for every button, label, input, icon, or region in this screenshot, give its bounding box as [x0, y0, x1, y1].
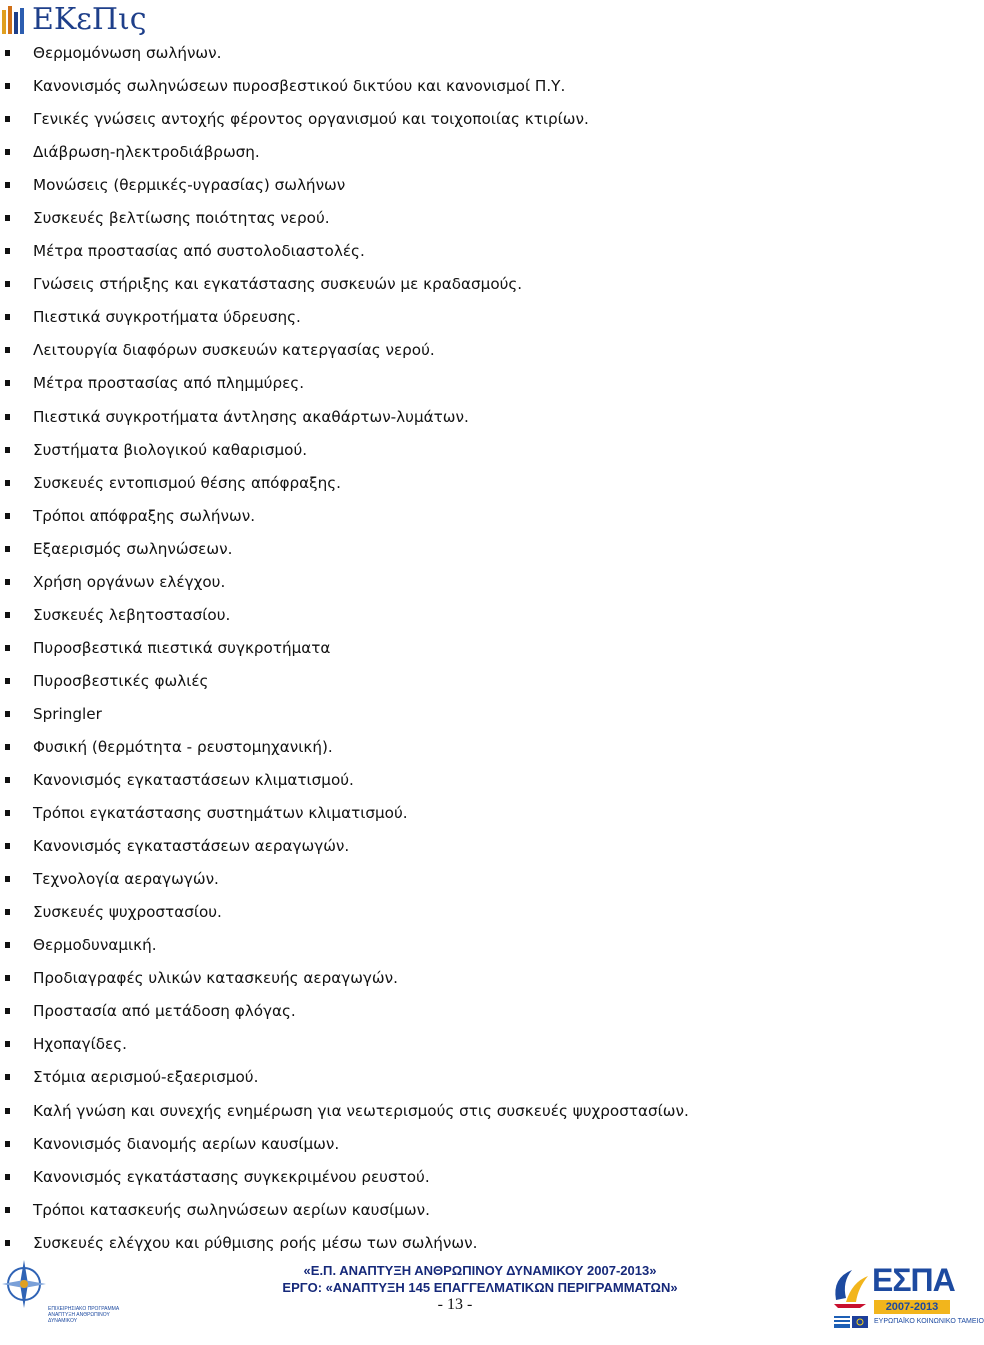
list-item-text: Κανονισμός εγκατάστασης συγκεκριμένου ρευστού. — [33, 1167, 430, 1186]
footer-line-2: ΕΡΓΟ: «ΑΝΑΠΤΥΞΗ 145 ΕΠΑΓΓΕΛΜΑΤΙΚΩΝ ΠΕΡΙΓΡΑΜΜΑΤΩΝ» — [282, 1280, 678, 1295]
bullet-icon — [5, 1174, 10, 1180]
list-item — [0, 235, 900, 268]
list-item — [0, 1028, 900, 1061]
list-item-text: Γενικές γνώσεις αντοχής φέροντος οργανισμού και τοιχοποιίας κτιρίων. — [33, 110, 589, 129]
bullet-icon — [5, 777, 10, 783]
list-item-text: Προδιαγραφές υλικών κατασκευής αεραγωγών. — [33, 969, 398, 988]
list-item-text: Τεχνολογία αεραγωγών. — [33, 870, 219, 889]
bullet-icon — [5, 579, 10, 585]
list-item-text: Θερμοδυναμική. — [33, 936, 157, 955]
list-item — [0, 136, 900, 169]
list-item-text: Μέτρα προστασίας από συστολοδιαστολές. — [33, 242, 365, 261]
bullet-icon — [5, 447, 10, 453]
espa-eu-caption: ΕΥΡΩΠΑΪΚΟ ΚΟΙΝΩΝΙΚΟ ΤΑΜΕΙΟ — [874, 1318, 984, 1325]
bullet-icon — [5, 1207, 10, 1213]
list-item-text: Πυροσβεστικά πιεστικά συγκροτήματα — [33, 638, 331, 657]
footer-project-text — [220, 1262, 740, 1296]
list-item — [0, 70, 900, 103]
list-item — [0, 797, 900, 830]
bullet-icon — [5, 810, 10, 816]
list-item — [0, 500, 900, 533]
list-item-text: Πιεστικά συγκροτήματα ύδρευσης. — [33, 308, 301, 327]
bullet-icon — [5, 347, 10, 353]
list-item — [0, 1095, 900, 1128]
bullet-list — [0, 37, 900, 1260]
bullet-icon — [5, 1141, 10, 1147]
list-item — [0, 268, 900, 301]
list-item-text: Πιεστικά συγκροτήματα άντλησης ακαθάρτων-λυμάτων. — [33, 407, 469, 426]
list-item — [0, 37, 900, 70]
bullet-icon — [5, 711, 10, 717]
bullet-icon — [5, 909, 10, 915]
list-item — [0, 467, 900, 500]
bullet-icon — [5, 1008, 10, 1014]
bullet-icon — [5, 1108, 10, 1114]
list-item-text: Γνώσεις στήριξης και εγκατάστασης συσκευών με κραδασμούς. — [33, 275, 523, 294]
list-item — [0, 863, 900, 896]
list-item-text: Τρόποι κατασκευής σωληνώσεων αερίων καυσίμων. — [33, 1200, 430, 1219]
list-item-text: Κανονισμός εγκαταστάσεων αεραγωγών. — [33, 837, 350, 856]
bullet-icon — [5, 843, 10, 849]
bullet-icon — [5, 645, 10, 651]
bullet-icon — [5, 546, 10, 552]
list-item — [0, 1161, 900, 1194]
list-item-text: Καλή γνώση και συνεχής ενημέρωση για νεωτερισμούς στις συσκευές ψυχροστασίων. — [33, 1101, 689, 1120]
list-item-text: Τρόποι απόφραξης σωλήνων. — [33, 506, 256, 525]
list-item — [0, 731, 900, 764]
bullet-icon — [5, 380, 10, 386]
bullet-icon — [5, 314, 10, 320]
ekepis-emblem-icon — [0, 2, 30, 36]
list-item — [0, 995, 900, 1028]
list-item-text: Springler — [33, 704, 102, 723]
bullet-icon — [5, 1074, 10, 1080]
list-item — [0, 665, 900, 698]
list-item-text: Διάβρωση-ηλεκτροδιάβρωση. — [33, 143, 260, 162]
list-item — [0, 1061, 900, 1094]
list-item-text: Λειτουργία διαφόρων συσκευών κατεργασίας νερού. — [33, 341, 435, 360]
list-item-text: Συστήματα βιολογικού καθαρισμού. — [33, 440, 308, 459]
list-item — [0, 301, 900, 334]
bullet-icon — [5, 612, 10, 618]
list-item-text: Εξαερισμός σωληνώσεων. — [33, 539, 233, 558]
list-item-text: Προστασία από μετάδοση φλόγας. — [33, 1002, 296, 1021]
bullet-icon — [5, 83, 10, 89]
list-item-text: Μονώσεις (θερμικές-υγρασίας) σωλήνων — [33, 176, 346, 195]
list-item-text: Μέτρα προστασίας από πλημμύρες. — [33, 374, 305, 393]
list-item — [0, 401, 900, 434]
bullet-icon — [5, 876, 10, 882]
list-item-text: Συσκευές ψυχροστασίου. — [33, 903, 222, 922]
bullet-icon — [5, 744, 10, 750]
list-item-text: Θερμομόνωση σωλήνων. — [33, 44, 222, 62]
bullet-icon — [5, 281, 10, 287]
bullet-icon — [5, 414, 10, 420]
list-item — [0, 533, 900, 566]
espa-label: ΕΣΠΑ — [872, 1262, 955, 1298]
list-item — [0, 202, 900, 235]
operational-program-logo — [0, 1254, 135, 1334]
compass-emblem-icon — [0, 1254, 48, 1324]
list-item-text: Συσκευές εντοπισμού θέσης απόφραξης. — [33, 473, 341, 492]
list-item — [0, 599, 900, 632]
espa-logo — [830, 1258, 984, 1336]
logo-text: ΕΚεΠις — [32, 2, 147, 37]
list-item — [0, 434, 900, 467]
ekepis-logo — [0, 0, 160, 40]
list-item — [0, 169, 900, 202]
bullet-icon — [5, 182, 10, 188]
list-item-text: Κανονισμός διανομής αερίων καυσίμων. — [33, 1134, 340, 1153]
list-item — [0, 1194, 900, 1227]
footer-line-1: «Ε.Π. ΑΝΑΠΤΥΞΗ ΑΝΘΡΩΠΙΝΟΥ ΔΥΝΑΜΙΚΟΥ 2007-2013» — [303, 1263, 657, 1278]
bullet-icon — [5, 248, 10, 254]
list-item — [0, 962, 900, 995]
list-item-text: Πυροσβεστικές φωλιές — [33, 671, 209, 690]
list-item-text: Φυσική (θερμότητα - ρευστομηχανική). — [33, 737, 333, 756]
bullet-icon — [5, 678, 10, 684]
bullet-icon — [5, 215, 10, 221]
list-item — [0, 1227, 900, 1260]
list-item — [0, 566, 900, 599]
list-item-text: Κανονισμός εγκαταστάσεων κλιματισμού. — [33, 771, 354, 790]
bullet-icon — [5, 149, 10, 155]
bullet-icon — [5, 513, 10, 519]
list-item-text: Ηχοπαγίδες. — [33, 1035, 128, 1054]
espa-swirl-icon — [830, 1264, 870, 1308]
bullet-icon — [5, 942, 10, 948]
list-item — [0, 698, 900, 731]
espa-years: 2007-2013 — [874, 1300, 950, 1314]
list-item-text: Χρήση οργάνων ελέγχου. — [33, 572, 226, 591]
bullet-icon — [5, 480, 10, 486]
list-item-text: Στόμια αερισμού-εξαερισμού. — [33, 1068, 259, 1087]
bullet-icon — [5, 1240, 10, 1246]
list-item-text: Συσκευές βελτίωσης ποιότητας νερού. — [33, 209, 330, 228]
greek-eu-flags-icon — [834, 1314, 870, 1336]
list-item — [0, 334, 900, 367]
list-item-text: Συσκευές ελέγχου και ρύθμισης ροής μέσω των σωλήνων. — [33, 1233, 478, 1252]
list-item — [0, 896, 900, 929]
list-item — [0, 367, 900, 400]
list-item — [0, 103, 900, 136]
list-item — [0, 632, 900, 665]
bullet-icon — [5, 1041, 10, 1047]
list-item — [0, 830, 900, 863]
list-item — [0, 1128, 900, 1161]
list-item-text: Τρόποι εγκατάστασης συστημάτων κλιματισμού. — [33, 804, 408, 823]
program-caption: ΕΠΙΧΕΙΡΗΣΙΑΚΟ ΠΡΟΓΡΑΜΜΑ ΑΝΑΠΤΥΞΗ ΑΝΘΡΩΠΙΝΟΥ ΔΥΝΑΜΙΚΟΥ — [48, 1306, 119, 1324]
list-item — [0, 929, 900, 962]
list-item-text: Κανονισμός σωληνώσεων πυροσβεστικού δικτύου και κανονισμοί Π.Υ. — [33, 77, 566, 96]
page-number: - 13 - — [437, 1296, 473, 1313]
bullet-icon — [5, 50, 10, 56]
list-item — [0, 764, 900, 797]
bullet-icon — [5, 975, 10, 981]
bullet-icon — [5, 116, 10, 122]
list-item-text: Συσκευές λεβητοστασίου. — [33, 605, 231, 624]
